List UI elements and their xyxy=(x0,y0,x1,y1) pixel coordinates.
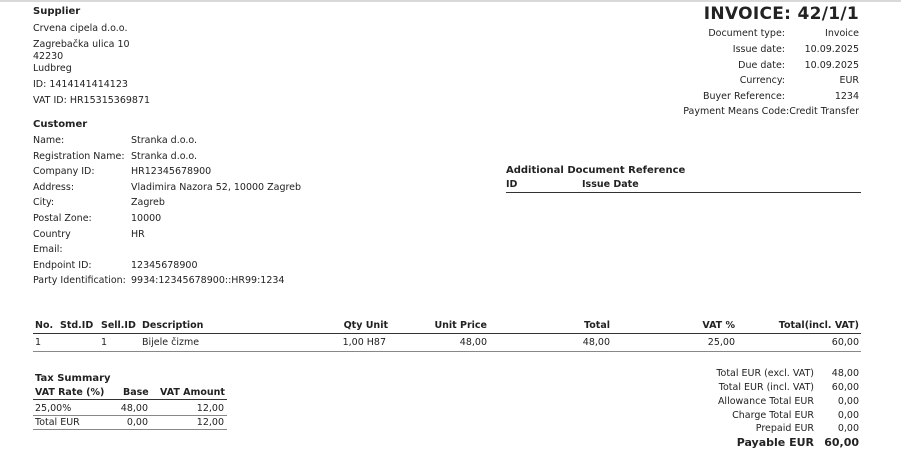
line-items-bottom-divider xyxy=(33,351,861,352)
supplier-vat-id: VAT ID: HR15315369871 xyxy=(33,95,151,106)
customer-field-label: Postal Zone: xyxy=(33,213,92,224)
customer-field-label: Country xyxy=(33,229,71,240)
invoice-field-inline xyxy=(683,106,859,117)
customer-field-label: City: xyxy=(33,197,55,208)
invoice-field-value: EUR xyxy=(839,75,859,86)
cell-std-id: 1 xyxy=(101,337,108,348)
col-header-qty-unit: Qty Unit xyxy=(343,320,388,331)
customer-field-label: Company ID: xyxy=(33,166,95,177)
tax-cell-rate: 25,00% xyxy=(35,403,72,414)
customer-field-value: Vladimira Nazora 52, 10000 Zagreb xyxy=(131,182,302,193)
additional-reference-divider xyxy=(506,192,861,193)
totals-value: 48,00 xyxy=(831,368,859,379)
tax-header-divider xyxy=(33,399,227,400)
cell-total-incl-vat: 60,00 xyxy=(831,337,859,348)
tax-header-base: Base xyxy=(123,387,149,398)
invoice-field-value: Invoice xyxy=(825,28,859,39)
additional-reference-col-id: ID xyxy=(506,179,518,190)
customer-field-value: HR xyxy=(131,229,145,240)
payable-value: 60,00 xyxy=(824,436,859,449)
totals-value: 0,00 xyxy=(837,410,859,421)
tax-total-divider xyxy=(33,429,227,430)
cell-vat-pct: 25,00 xyxy=(707,337,735,348)
supplier-postal: 42230 xyxy=(33,51,64,62)
additional-reference-col-issue-date: Issue Date xyxy=(582,179,639,190)
invoice-field-value: 10.09.2025 xyxy=(804,44,859,55)
customer-field-label: Registration Name: xyxy=(33,151,125,162)
cell-description: Bijele čizme xyxy=(142,337,200,348)
tax-total-base: 0,00 xyxy=(126,417,148,428)
customer-title: Customer xyxy=(33,119,88,130)
tax-summary-title: Tax Summary xyxy=(35,373,111,384)
cell-qty-unit: 1,00 H87 xyxy=(342,337,386,348)
payable-label: Payable EUR xyxy=(736,436,814,449)
col-header-total-incl-vat: Total(incl. VAT) xyxy=(778,320,859,331)
invoice-field-label: Currency: xyxy=(739,75,785,86)
tax-cell-base: 48,00 xyxy=(120,403,148,414)
totals-value: 60,00 xyxy=(831,382,859,393)
totals-label: Total EUR (excl. VAT) xyxy=(716,368,814,379)
customer-field-value: Stranka d.o.o. xyxy=(131,135,198,146)
additional-reference-title: Additional Document Reference xyxy=(506,165,686,176)
totals-label: Total EUR (incl. VAT) xyxy=(718,382,814,393)
totals-label: Allowance Total EUR xyxy=(717,396,814,407)
customer-field-label: Endpoint ID: xyxy=(33,260,92,271)
totals-label: Charge Total EUR xyxy=(732,410,814,421)
totals-value: 0,00 xyxy=(837,423,859,434)
customer-field-label: Email: xyxy=(33,244,63,255)
col-header-sell-id: Sell.ID xyxy=(101,320,136,331)
line-items-header-divider xyxy=(33,333,861,334)
supplier-name: Crvena cipela d.o.o. xyxy=(33,23,128,34)
col-header-vat-pct: VAT % xyxy=(702,320,735,331)
totals-label: Prepaid EUR xyxy=(755,423,814,434)
cell-total: 48,00 xyxy=(582,337,610,348)
supplier-street: Zagrebačka ulica 10 xyxy=(33,39,130,50)
col-header-description: Description xyxy=(142,320,204,331)
cell-unit-price: 48,00 xyxy=(459,337,487,348)
invoice-field-label: Payment Means Code: xyxy=(683,106,790,117)
customer-field-value: Stranka d.o.o. xyxy=(131,151,198,162)
invoice-field-label: Due date: xyxy=(738,60,785,71)
totals-value: 0,00 xyxy=(837,396,859,407)
tax-total-amount: 12,00 xyxy=(196,417,224,428)
invoice-field-value: 10.09.2025 xyxy=(804,60,859,71)
customer-field-value: Zagreb xyxy=(131,197,165,208)
customer-field-value: 9934:12345678900::HR99:1234 xyxy=(131,275,285,286)
col-header-std-id: Std.ID xyxy=(60,320,94,331)
customer-field-value: 10000 xyxy=(131,213,162,224)
col-header-unit-price: Unit Price xyxy=(434,320,487,331)
col-header-total: Total xyxy=(584,320,610,331)
invoice-field-label: Issue date: xyxy=(732,44,785,55)
tax-cell-amount: 12,00 xyxy=(196,403,224,414)
invoice-title: INVOICE: 42/1/1 xyxy=(703,4,859,24)
tax-header-amount: VAT Amount xyxy=(160,387,225,398)
customer-field-label: Address: xyxy=(33,182,75,193)
tax-total-label: Total EUR xyxy=(35,417,80,428)
customer-field-label: Name: xyxy=(33,135,65,146)
supplier-city: Ludbreg xyxy=(33,63,72,74)
invoice-field-label: Buyer Reference: xyxy=(703,91,785,102)
col-header-no: No. xyxy=(35,320,54,331)
tax-header-rate: VAT Rate (%) xyxy=(35,387,105,398)
invoice-field-label: Document type: xyxy=(708,28,785,39)
supplier-title: Supplier xyxy=(33,6,81,17)
customer-field-value: HR12345678900 xyxy=(131,166,212,177)
cell-no: 1 xyxy=(35,337,42,348)
customer-field-label: Party Identification: xyxy=(33,275,126,286)
invoice-field-value: 1234 xyxy=(834,91,859,102)
invoice-field-value: Credit Transfer xyxy=(789,106,859,117)
tax-row-divider xyxy=(33,415,227,416)
customer-field-value: 12345678900 xyxy=(131,260,198,271)
supplier-id: ID: 1414141414123 xyxy=(33,79,128,90)
